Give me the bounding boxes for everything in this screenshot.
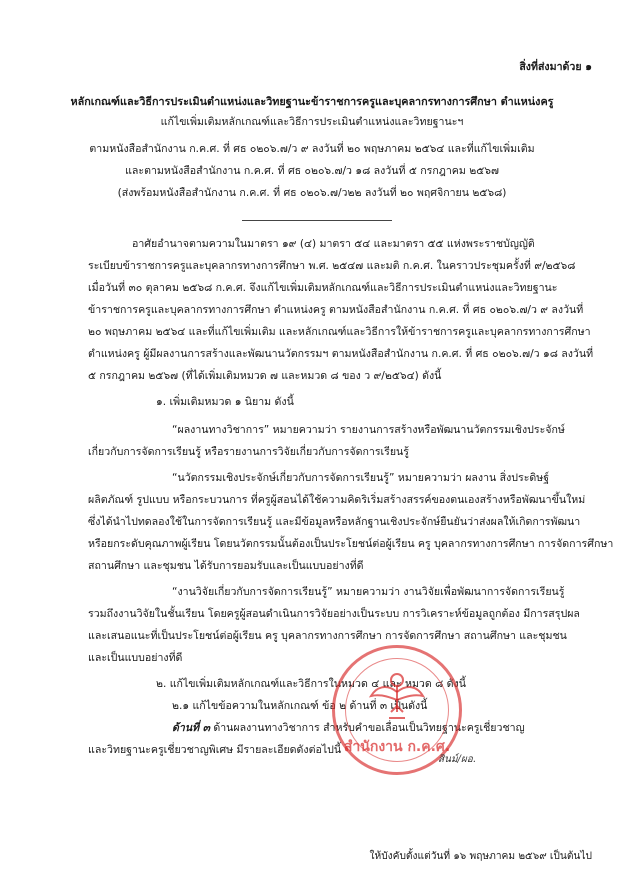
body-line: ๕ กรกฎาคม ๒๕๖๗ (ที่ได้เพิ่มเติมหมวด ๗ และหมวด ๘ ของ ว ๙/๒๕๖๔) ดังนี้ <box>88 370 442 382</box>
body-line: เมื่อวันที่ ๓๐ ตุลาคม ๒๕๖๘ ก.ค.ศ. จึงแก้ไขเพิ่มเติมหลักเกณฑ์และวิธีการประเมินตำแหน่งและวิทยฐานะ <box>88 282 558 294</box>
definition-line: และเสนอแนะที่เป็นประโยชน์ต่อผู้เรียน ครู บุคลากรทางการศึกษา การจัดการศึกษา สถานศึกษา และชุมชน <box>88 630 567 642</box>
subtitle-line: (ส่งพร้อมหนังสือสำนักงาน ก.ค.ศ. ที่ ศธ ๐๒๐๖.๗/ว๒๒ ลงวันที่ ๒๐ พฤศจิกายน ๒๕๖๘) <box>117 187 507 199</box>
signature: สินม์/ผอ. <box>438 754 476 765</box>
seal-text: สำนักงาน ก.ค.ศ. <box>343 739 451 755</box>
body-line: ๒๐ พฤษภาคม ๒๕๖๔ และที่แก้ไขเพิ่มเติม และหลักเกณฑ์และวิธีการให้ข้าราชการครูและบุคลากรทางการศึกษา <box>88 326 591 338</box>
subtitle-line: และตามหนังสือสำนักงาน ก.ค.ศ. ที่ ศธ ๐๒๐๖.๗/ว ๑๘ ลงวันที่ ๕ กรกฎาคม ๒๕๖๗ <box>125 165 499 177</box>
definition-line: “นวัตกรรมเชิงประจักษ์เกี่ยวกับการจัดการเรียนรู้” หมายความว่า ผลงาน สิ่งประดิษฐ์ <box>172 472 550 484</box>
divider <box>242 220 392 221</box>
aspect-heading: ด้านที่ ๓ <box>172 722 210 734</box>
definition-line: เกี่ยวกับการจัดการเรียนรู้ หรือรายงานการวิจัยเกี่ยวกับการจัดการเรียนรู้ <box>88 446 409 458</box>
definition-line: หรือยกระดับคุณภาพผู้เรียน โดยนวัตกรรมนั้นต้องเป็นประโยชน์ต่อผู้เรียน ครู บุคลากรทางการศึกษา การจัดการศึกษา <box>88 538 614 550</box>
definition-line: และเป็นแบบอย่างที่ดี <box>88 652 183 664</box>
attachment-label: สิ่งที่ส่งมาด้วย ๑ <box>519 61 592 73</box>
body-line: ข้าราชการครูและบุคลากรทางการศึกษา ตำแหน่งครู ตามหนังสือสำนักงาน ก.ค.ศ. ที่ ศธ ๐๒๐๖.๗/ว ๙ ลงวันที่ <box>88 304 584 316</box>
effective-date: ให้บังคับตั้งแต่วันที่ ๑๖ พฤษภาคม ๒๕๖๙ เป็นต้นไป <box>369 851 592 862</box>
aspect-text: ด้านผลงานทางวิชาการ สำหรับคำขอเลื่อนเป็นวิทยฐานะครูเชี่ยวชาญ <box>209 722 525 734</box>
section-item: ๑. เพิ่มเติมหมวด ๑ นิยาม ดังนี้ <box>156 396 294 408</box>
garuda-emblem-icon <box>367 666 427 726</box>
subtitle-line: แก้ไขเพิ่มเติมหลักเกณฑ์และวิธีการประเมินตำแหน่งและวิทยฐานะฯ <box>160 116 464 128</box>
definition-line: ซึ่งได้นำไปทดลองใช้ในการจัดการเรียนรู้ และมีข้อมูลหรือหลักฐานเชิงประจักษ์ยืนยันว่าส่งผลให้เกิดการพัฒนา <box>88 516 581 528</box>
body-line: ระเบียบข้าราชการครูและบุคลากรทางการศึกษา พ.ศ. ๒๕๔๗ และมติ ก.ค.ศ. ในคราวประชุมครั้งที่ ๙/๒๕๖๘ <box>88 260 576 272</box>
aspect-line: และวิทยฐานะครูเชี่ยวชาญพิเศษ มีรายละเอียดดังต่อไปนี้ <box>88 744 342 756</box>
body-line: อาศัยอำนาจตามความในมาตรา ๑๙ (๔) มาตรา ๕๔ และมาตรา ๕๕ แห่งพระราชบัญญัติ <box>132 238 535 250</box>
definition-line: ผลิตภัณฑ์ รูปแบบ หรือกระบวนการ ที่ครูผู้สอนได้ใช้ความคิดริเริ่มสร้างสรรค์ของตนเองสร้างหรือพัฒนาขึ้นใหม่ <box>88 494 586 506</box>
document-title: หลักเกณฑ์และวิธีการประเมินตำแหน่งและวิทยฐานะข้าราชการครูและบุคลากรทางการศึกษา ตำแหน่งครู <box>70 95 554 108</box>
subtitle-line: ตามหนังสือสำนักงาน ก.ค.ศ. ที่ ศธ ๐๒๐๖.๗/ว ๙ ลงวันที่ ๒๐ พฤษภาคม ๒๕๖๔ และที่แก้ไขเพิ่มเติม <box>89 143 535 155</box>
body-line: ตำแหน่งครู ผู้มีผลงานการสร้างและพัฒนานวัตกรรมฯ ตามหนังสือสำนักงาน ก.ค.ศ. ที่ ศธ ๐๒๐๖.๗/ว ๑๘ ลงวันที่ <box>88 348 594 360</box>
definition-line: “ผลงานทางวิชาการ” หมายความว่า รายงานการสร้างหรือพัฒนานวัตกรรมเชิงประจักษ์ <box>172 424 565 436</box>
definition-line: สถานศึกษา และชุมชน ได้รับการยอมรับและเป็นแบบอย่างที่ดี <box>88 560 364 572</box>
definition-line: รวมถึงงานวิจัยในชั้นเรียน โดยครูผู้สอนดำเนินการวิจัยอย่างเป็นระบบ การวิเคราะห์ข้อมูลถูกต้อง มีการสรุปผล <box>88 608 580 620</box>
definition-line: “งานวิจัยเกี่ยวกับการจัดการเรียนรู้” หมายความว่า งานวิจัยเพื่อพัฒนาการจัดการเรียนรู้ <box>172 586 565 598</box>
section-item: ๒.๑ แก้ไขข้อความในหลักเกณฑ์ ข้อ ๒ ด้านที่ ๓ เป็นดังนี้ <box>172 700 428 712</box>
section-item: ๒. แก้ไขเพิ่มเติมหลักเกณฑ์และวิธีการในหมวด ๔ และ หมวด ๘ ดังนี้ <box>156 678 466 690</box>
